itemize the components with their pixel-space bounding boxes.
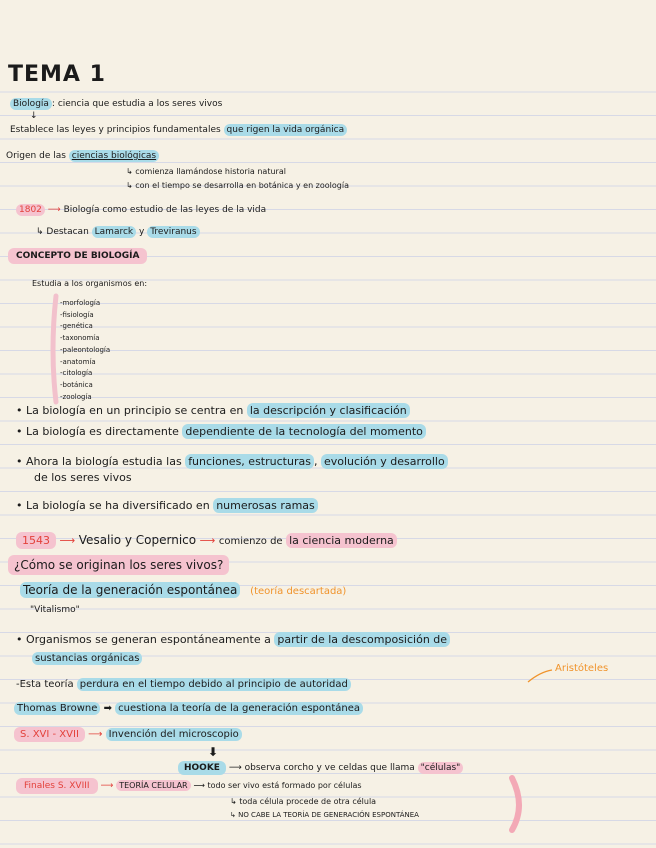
bullet-2-hl: dependiente de la tecnología del momento xyxy=(182,424,426,439)
sustancias-organicas: sustancias orgánicas xyxy=(32,652,142,665)
teoria-name: Teoría de la generación espontánea xyxy=(20,582,240,598)
organismos-pre: • Organismos se generan espontáneamente a xyxy=(16,633,271,646)
subject-item: -citología xyxy=(60,369,93,378)
postulado-1: ⟶ todo ser vivo está formado por células xyxy=(193,781,362,790)
subject-item: -zoología xyxy=(60,392,92,401)
bullet-1-hl: la descripción y clasificación xyxy=(247,403,410,418)
year-1543-line xyxy=(16,534,397,547)
organismos-hl: partir de la descomposición de xyxy=(274,632,450,647)
hooke-line xyxy=(178,764,463,773)
hooke-name: HOOKE xyxy=(178,761,226,775)
laws-text: leyes y principios fundamentales xyxy=(72,125,221,135)
subject-item: -fisiología xyxy=(60,310,94,319)
concepto-heading xyxy=(8,252,147,261)
year-1802-line xyxy=(16,206,266,215)
bullet-3-line-2: de los seres vivos xyxy=(34,471,132,484)
bullet-1-text: • La biología en un principio se centra en xyxy=(16,404,244,417)
pink-bracket xyxy=(53,296,56,402)
destacan-line xyxy=(36,228,200,237)
subject-item: -taxonomía xyxy=(60,334,100,343)
postulado-3: ↳ NO CABE LA TEORÍA DE GENERACIÓN ESPONTÁNEA xyxy=(230,811,419,819)
siglo-label: S. XVI - XVII xyxy=(14,727,85,742)
year-1802: 1802 xyxy=(16,204,45,216)
intro-line xyxy=(10,100,222,109)
bullet-3-sep: , xyxy=(313,455,318,468)
siglo-text: Invención del microscopio xyxy=(106,728,242,741)
subject-item: -morfología xyxy=(60,299,101,307)
concepto-heading-text: CONCEPTO DE BIOLOGÍA xyxy=(8,248,147,264)
hooke-obs: observa corcho y ve celdas que llama xyxy=(244,763,415,773)
finales-line xyxy=(16,782,362,791)
bullet-3-text: • Ahora la biología estudia las xyxy=(16,455,182,468)
subject-list xyxy=(60,298,110,403)
aristoteles: Aristóteles xyxy=(555,663,609,674)
bullet-3-hl2: evolución y desarrollo xyxy=(321,454,448,469)
year-1543: 1543 xyxy=(16,532,56,549)
ciencia-moderna: la ciencia moderna xyxy=(286,533,397,548)
bullet-2 xyxy=(16,426,426,437)
vitalismo: "Vitalismo" xyxy=(30,605,80,615)
origin-term: ciencias biológicas xyxy=(69,150,159,162)
perdura-hl: perdura en el tiempo debido al principio de autoridad xyxy=(77,678,351,691)
aristoteles-arrow xyxy=(528,670,552,682)
arrow-1802: ⟶ xyxy=(47,205,61,215)
treviranus: Treviranus xyxy=(147,226,199,238)
establece-text: Establece las xyxy=(10,125,70,135)
pink-brace xyxy=(512,778,519,830)
hooke-down-arrow: ⬇ xyxy=(208,745,219,759)
teoria-celular: TEORÍA CELULAR xyxy=(116,780,190,791)
bullet-3-hl1: funciones, estructuras xyxy=(185,454,314,469)
lamarck: Lamarck xyxy=(92,226,136,238)
subject-item: -paleontología xyxy=(60,345,111,354)
finales-label: Finales S. XVIII xyxy=(16,778,98,794)
question-line xyxy=(8,559,229,571)
browne-arrow: ➡ xyxy=(103,703,112,714)
origin-line xyxy=(6,152,159,161)
biologia-def: : ciencia que estudia a los seres vivos xyxy=(51,99,223,109)
arrow-1543-b: ⟶ xyxy=(199,534,216,547)
subject-item: -botánica xyxy=(60,380,93,389)
bullet-4-text: • La biología se ha diversificado en xyxy=(16,499,210,512)
estudia-line: Estudia a los organismos en: xyxy=(32,279,148,288)
origin-sub-1: ↳ comienza llamándose historia natural xyxy=(126,167,286,176)
down-arrow: ↓ xyxy=(30,111,38,121)
origin-sub-2: ↳ con el tiempo se desarrolla en botánica y en zoología xyxy=(126,181,349,190)
bullet-3 xyxy=(16,456,448,467)
vesalio-copernico: Vesalio y Copernico xyxy=(78,533,197,547)
question-text: ¿Cómo se originan los seres vivos? xyxy=(8,555,229,575)
comienzo-text: comienzo de xyxy=(218,536,283,547)
destacan-conj: y xyxy=(139,227,145,237)
rest-text: que rigen la vida orgánica xyxy=(224,124,348,136)
bullet-2-text: • La biología es directamente xyxy=(16,425,179,438)
destacan-pre: ↳ Destacan xyxy=(36,227,89,237)
perdura-line xyxy=(16,680,351,690)
subject-item: -anatomía xyxy=(60,357,96,366)
origin-pre: Origen de las xyxy=(6,151,66,161)
text-1802: Biología como estudio de las leyes de la vida xyxy=(63,205,267,215)
perdura-pre: -Esta teoría xyxy=(16,679,74,690)
bullet-1 xyxy=(16,405,410,416)
hooke-arrow: ⟶ xyxy=(228,763,242,773)
establece-line xyxy=(10,126,347,135)
page-title: TEMA 1 xyxy=(8,62,106,87)
celulas: "células" xyxy=(418,762,464,774)
siglo-arrow: ⟶ xyxy=(88,729,103,740)
browne-line xyxy=(14,704,363,714)
teoria-line xyxy=(20,584,346,597)
teoria-note: (teoría descartada) xyxy=(250,586,347,597)
organismos-line-2 xyxy=(32,654,142,664)
biologia-term: Biología xyxy=(10,98,52,110)
subject-item: -genética xyxy=(60,322,93,331)
bullet-4 xyxy=(16,500,318,511)
thomas-browne: Thomas Browne xyxy=(14,702,100,715)
siglo-line xyxy=(14,730,242,740)
organismos-line xyxy=(16,634,450,645)
browne-text: cuestiona la teoría de la generación espontánea xyxy=(115,702,363,715)
postulado-2: ↳ toda célula procede de otra célula xyxy=(230,797,377,806)
finales-arrow: ⟶ xyxy=(100,781,114,791)
arrow-1543: ⟶ xyxy=(59,534,76,547)
bullet-4-hl: numerosas ramas xyxy=(213,498,318,513)
